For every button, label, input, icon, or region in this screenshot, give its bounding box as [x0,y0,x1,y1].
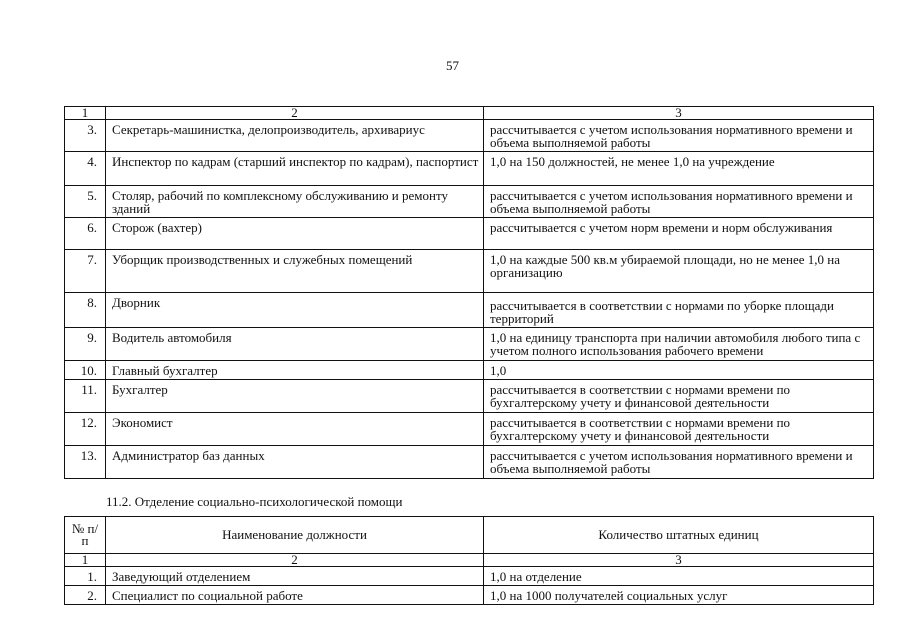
staff-norm: рассчитывается в соответствии с нормами времени по бухгалтерскому учету и финансовой деятельности [484,380,874,413]
table-row [65,186,874,218]
section-title: 11.2. Отделение социально-психологической помощи [106,494,403,509]
position-name: Столяр, рабочий по комплексному обслуживанию и ремонту зданий [106,186,484,218]
table-row [65,120,874,152]
table-index-row [65,107,874,120]
row-number: 7. [65,250,106,293]
row-number: 11. [65,380,106,413]
row-number: 8. [65,293,106,328]
staff-norm: рассчитывается с учетом использования нормативного времени и объема выполняемой работы [484,120,874,152]
table-row [65,328,874,361]
index-cell: 2 [106,107,484,120]
row-number: 10. [65,361,106,380]
page-number: 57 [446,58,459,73]
table-row [65,293,874,328]
department-staffing-table [64,516,874,605]
staff-norm: рассчитывается с учетом использования нормативного времени и объема выполняемой работы [484,446,874,479]
table-row [65,413,874,446]
position-name: Дворник [106,293,484,328]
position-name: Сторож (вахтер) [106,218,484,250]
column-header-count: Количество штатных единиц [484,517,874,554]
table-header-row [65,517,874,554]
index-cell: 1 [65,107,106,120]
staff-norm: 1,0 [484,361,874,380]
row-number: 5. [65,186,106,218]
row-number: 3. [65,120,106,152]
staff-norm: рассчитывается в соответствии с нормами времени по бухгалтерскому учету и финансовой деятельности [484,413,874,446]
staffing-table [64,106,874,479]
row-number: 4. [65,152,106,186]
table-row [65,380,874,413]
staff-norm: 1,0 на единицу транспорта при наличии автомобиля любого типа с учетом полного использования рабочего времени [484,328,874,361]
position-name: Инспектор по кадрам (старший инспектор по кадрам), паспортист [106,152,484,186]
staff-norm: 1,0 на 150 должностей, не менее 1,0 на учреждение [484,152,874,186]
position-name: Уборщик производственных и служебных помещений [106,250,484,293]
position-name: Заведующий отделением [106,567,484,586]
staff-norm: рассчитывается с учетом норм времени и норм обслуживания [484,218,874,250]
staff-norm: 1,0 на 1000 получателей социальных услуг [484,586,874,605]
row-number: 2. [65,586,106,605]
row-number: 1. [65,567,106,586]
table-row [65,218,874,250]
staff-norm: рассчитывается в соответствии с нормами по уборке площади территорий [484,293,874,328]
position-name: Секретарь-машинистка, делопроизводитель, архивариус [106,120,484,152]
index-cell: 2 [106,554,484,567]
table-row [65,567,874,586]
row-number: 6. [65,218,106,250]
index-cell: 3 [484,107,874,120]
position-name: Специалист по социальной работе [106,586,484,605]
index-cell: 1 [65,554,106,567]
position-name: Администратор баз данных [106,446,484,479]
position-name: Экономист [106,413,484,446]
position-name: Главный бухгалтер [106,361,484,380]
table-row [65,250,874,293]
table-row [65,586,874,605]
staff-norm: 1,0 на каждые 500 кв.м убираемой площади, но не менее 1,0 на организацию [484,250,874,293]
table-row [65,446,874,479]
row-number: 9. [65,328,106,361]
position-name: Бухгалтер [106,380,484,413]
row-number: 12. [65,413,106,446]
staff-norm: 1,0 на отделение [484,567,874,586]
staff-norm: рассчитывается с учетом использования нормативного времени и объема выполняемой работы [484,186,874,218]
column-header-position: Наименование должности [106,517,484,554]
column-header-number: № п/п [65,517,106,554]
position-name: Водитель автомобиля [106,328,484,361]
table-row [65,152,874,186]
table-index-row [65,554,874,567]
index-cell: 3 [484,554,874,567]
table-row [65,361,874,380]
row-number: 13. [65,446,106,479]
